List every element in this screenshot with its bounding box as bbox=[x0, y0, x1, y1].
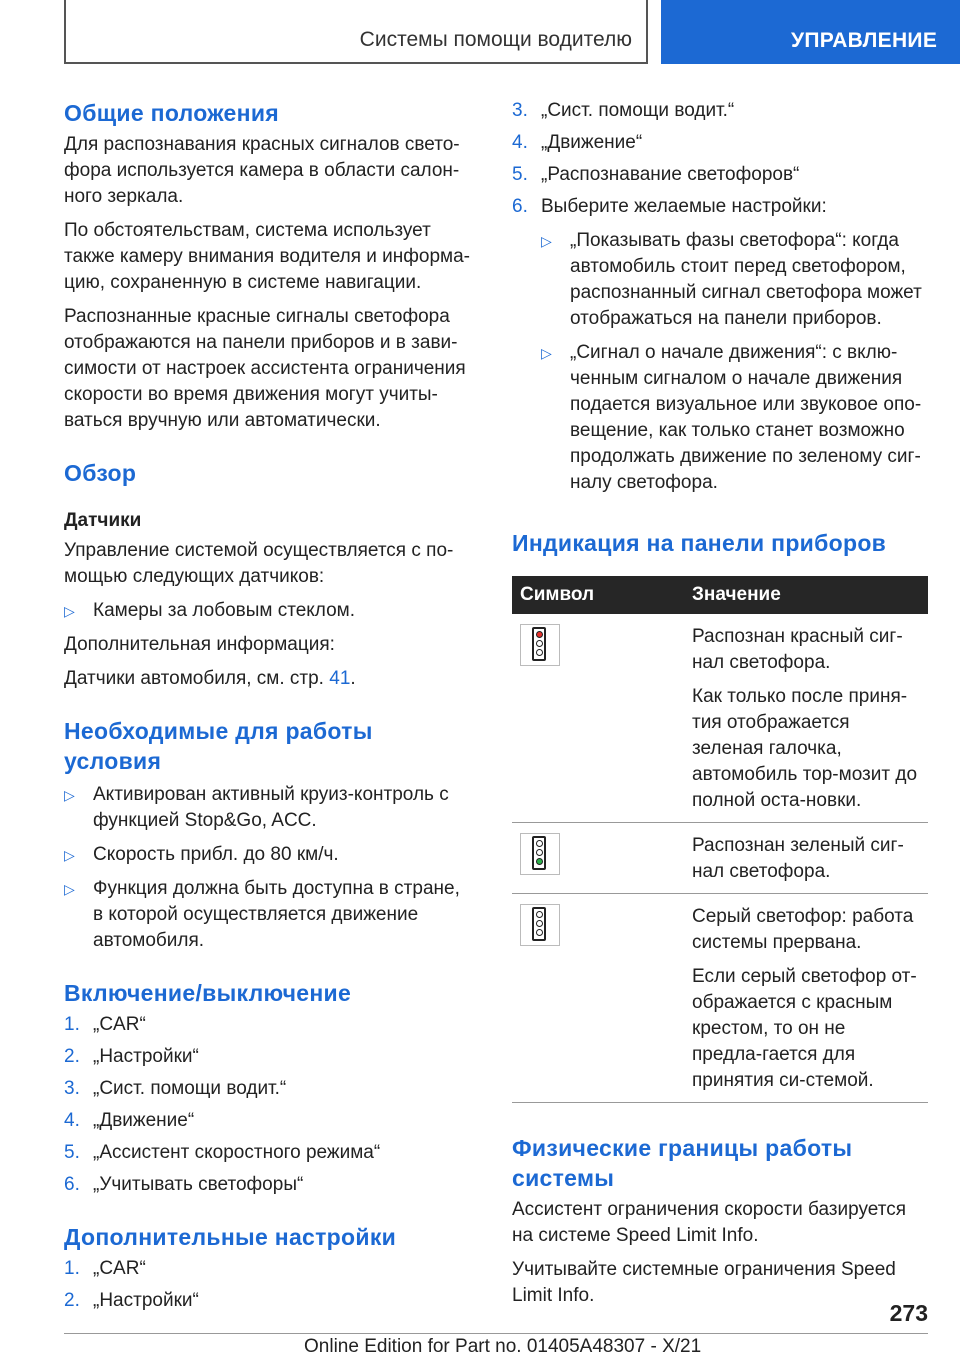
extra-steps-continued bbox=[512, 98, 928, 220]
header-section-title: Системы помощи водителю bbox=[359, 28, 632, 51]
conditions-list bbox=[64, 782, 474, 954]
list-item: ▷ Скорость прибл. до 80 км/ч. bbox=[64, 842, 474, 868]
display-table bbox=[512, 576, 928, 1103]
list-item bbox=[64, 1012, 474, 1038]
list-item: ▷ Активирован активный круиз-контроль с функцией Stop&Go, ACC. bbox=[64, 782, 474, 834]
step-text: „Распознавание светофоров“ bbox=[541, 164, 800, 185]
step-text: „CAR“ bbox=[93, 1258, 146, 1279]
more-info: Дополнительная информация: bbox=[64, 634, 335, 655]
traffic-light-green-icon bbox=[520, 833, 560, 875]
symbol-cell bbox=[512, 614, 684, 823]
sensors-ref-text: Датчики автомобиля, см. стр. bbox=[64, 668, 324, 689]
step-number: 6. bbox=[64, 1174, 80, 1195]
meaning-line: Распознан зеленый сиг-нал светофора. bbox=[692, 835, 904, 882]
list-item bbox=[64, 1044, 474, 1070]
left-column bbox=[64, 98, 474, 1314]
list-item bbox=[64, 1172, 474, 1198]
meaning-cell bbox=[684, 894, 928, 1103]
step-text: „Движение“ bbox=[541, 132, 643, 153]
list-item: ▷ Камеры за лобовым стеклом. bbox=[64, 598, 474, 624]
table-row bbox=[512, 823, 928, 894]
meaning-line: Серый светофор: работа системы прервана. bbox=[692, 906, 914, 953]
conditions-title: Необходимые для работы условия bbox=[64, 718, 373, 774]
meaning-line: Как только после приня-тия отображается зеленая галочка, автомобиль тор-мозит до полной оста-новки. bbox=[692, 686, 918, 811]
list-item bbox=[64, 1288, 474, 1314]
footer-edition: Online Edition for Part no. 01405A48307 - X/21 bbox=[304, 1336, 702, 1357]
sensors-ref-end: . bbox=[350, 668, 356, 689]
step-number: 1. bbox=[64, 1258, 80, 1279]
step-text: „Движение“ bbox=[93, 1110, 195, 1131]
step-number: 3. bbox=[64, 1078, 80, 1099]
header-chapter-title: УПРАВЛЕНИЕ bbox=[791, 29, 938, 52]
meaning-cell bbox=[684, 614, 928, 823]
step-number: 1. bbox=[64, 1014, 80, 1035]
list-item bbox=[512, 162, 928, 188]
general-para-3: Распознанные красные сигналы светофора отображаются на панели приборов и в зави-симости от настроек ассистента ограничения скорости во время движения могут учиты-ваться вручную или автоматически. bbox=[64, 306, 466, 431]
traffic-light-gray-icon bbox=[520, 904, 560, 946]
step-text: „Ассистент скоростного режима“ bbox=[93, 1142, 381, 1163]
step-number: 4. bbox=[512, 132, 528, 153]
list-item bbox=[512, 130, 928, 156]
step-text: „Настройки“ bbox=[93, 1046, 199, 1067]
table-header-row bbox=[512, 576, 928, 614]
right-column bbox=[512, 98, 928, 1309]
step-text: Выберите желаемые настройки: bbox=[541, 196, 827, 217]
meaning-line: Если серый светофор от-ображается с красным крестом, то он не предла-гается для принятия си-стемой. bbox=[692, 966, 917, 1091]
page-link[interactable]: 41 bbox=[329, 668, 351, 689]
step-text: „Учитывать светофоры“ bbox=[93, 1174, 304, 1195]
sensors-text: Управление системой осуществляется с по-мощью следующих датчиков: bbox=[64, 540, 454, 587]
list-item bbox=[512, 194, 928, 220]
table-row bbox=[512, 614, 928, 823]
general-para-1: Для распознавания красных сигналов свето-фора используется камера в области салон-ного зеркала. bbox=[64, 134, 460, 207]
onoff-steps bbox=[64, 1012, 474, 1198]
step-text: „CAR“ bbox=[93, 1014, 146, 1035]
step-number: 5. bbox=[64, 1142, 80, 1163]
list-item: ▷ Функция должна быть доступна в стране, в которой осуществляется движение автомобиля. bbox=[64, 876, 474, 954]
list-item bbox=[64, 1256, 474, 1282]
list-item: ▷ „Сигнал о начале движения“: с вклю-ченным сигналом о начале движения подается визуальное или звуковое опо-вещение, как только станет возможно продолжать движение по зеленому сиг-налу светофора. bbox=[541, 340, 928, 496]
overview-title: Обзор bbox=[64, 460, 137, 486]
step-number: 2. bbox=[64, 1290, 80, 1311]
step-text: „Сист. помощи водит.“ bbox=[93, 1078, 287, 1099]
limits-para-1: Ассистент ограничения скорости базируется на системе Speed Limit Info. bbox=[512, 1199, 906, 1246]
column-header-meaning: Значение bbox=[684, 576, 928, 614]
extra-steps bbox=[64, 1256, 474, 1314]
list-item bbox=[64, 1140, 474, 1166]
step-number: 2. bbox=[64, 1046, 80, 1067]
meaning-line: Распознан красный сиг-нал светофора. bbox=[692, 626, 903, 673]
symbol-cell bbox=[512, 894, 684, 1103]
footer-divider bbox=[64, 1333, 928, 1334]
step-number: 4. bbox=[64, 1110, 80, 1131]
sensors-ref bbox=[64, 666, 474, 692]
limits-para-2: Учитывайте системные ограничения Speed Limit Info. bbox=[512, 1259, 896, 1306]
column-header-symbol: Символ bbox=[512, 576, 684, 614]
step-number: 3. bbox=[512, 100, 528, 121]
sensors-title: Датчики bbox=[64, 510, 142, 531]
general-title: Общие положения bbox=[64, 100, 279, 126]
general-para-2: По обстоятельствам, система использует также камеру внимания водителя и информа-цию, сохраненную в системе навигации. bbox=[64, 220, 471, 293]
header-section-tab bbox=[64, 0, 648, 64]
list-item bbox=[64, 1076, 474, 1102]
options-list bbox=[541, 228, 928, 496]
step-number: 6. bbox=[512, 196, 528, 217]
step-number: 5. bbox=[512, 164, 528, 185]
onoff-title: Включение/выключение bbox=[64, 980, 352, 1006]
list-item: ▷ „Показывать фазы светофора“: когда автомобиль стоит перед светофором, распознанный сигнал светофора может отображаться на панели приборов. bbox=[541, 228, 928, 332]
sensors-list bbox=[64, 598, 474, 624]
step-text: „Настройки“ bbox=[93, 1290, 199, 1311]
extra-title: Дополнительные настройки bbox=[64, 1224, 397, 1250]
table-row bbox=[512, 894, 928, 1103]
meaning-cell bbox=[684, 823, 928, 894]
list-item bbox=[64, 1108, 474, 1134]
header-chapter-tab bbox=[661, 0, 960, 64]
step-text: „Сист. помощи водит.“ bbox=[541, 100, 735, 121]
traffic-light-red-icon bbox=[520, 624, 560, 666]
display-title: Индикация на панели приборов bbox=[512, 530, 887, 556]
symbol-cell bbox=[512, 823, 684, 894]
list-item bbox=[512, 98, 928, 124]
limits-title: Физические границы работы системы bbox=[512, 1135, 853, 1191]
page-number: 273 bbox=[889, 1300, 928, 1326]
